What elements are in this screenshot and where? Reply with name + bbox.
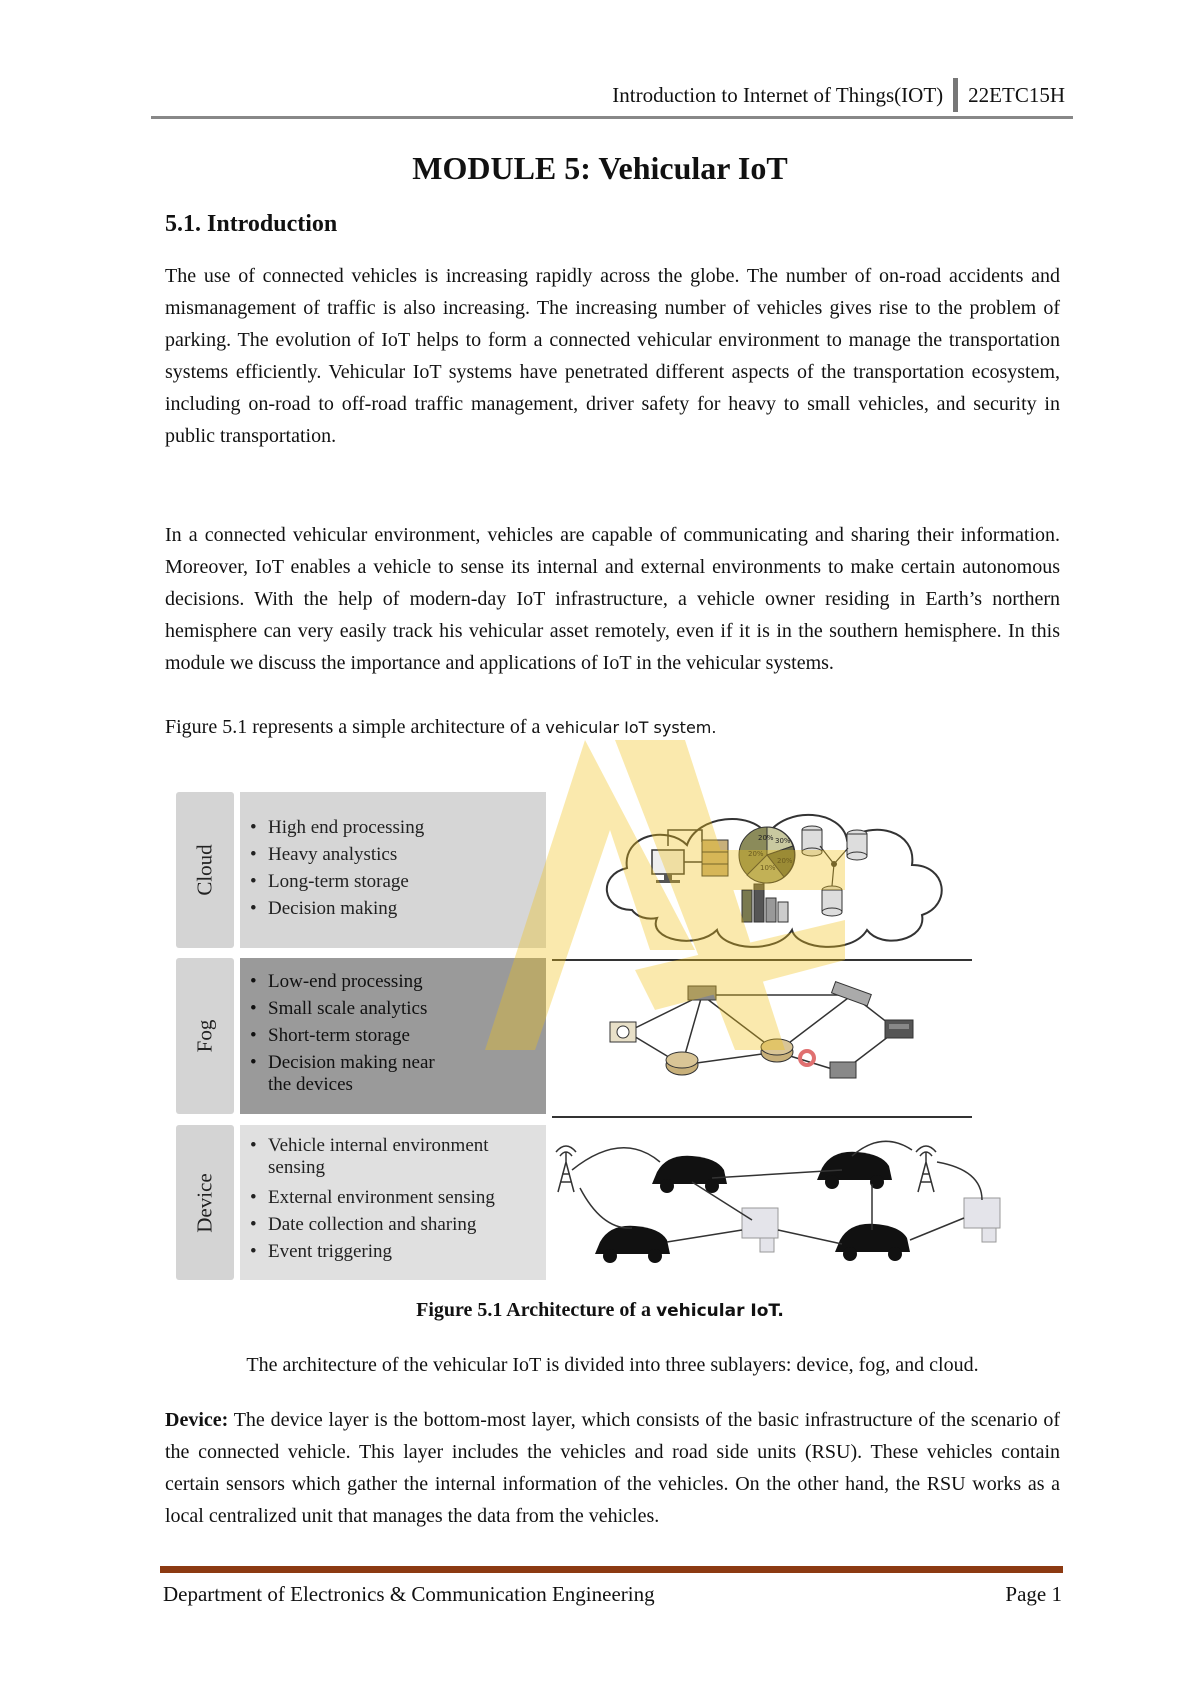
- device-label-text: Device: [192, 1172, 217, 1233]
- pie-label: 20%: [748, 850, 764, 858]
- header-rule: [151, 116, 1073, 119]
- fog-item: • Low-end processing: [250, 968, 546, 995]
- intro-paragraph-1: The use of connected vehicles is increasing rapidly across the globe. The number of on-road accidents and mismanagement of traffic is also increasing. The increasing number of vehicles gives rise to the problem of parking. The evolution of IoT helps to form a connected vehicular environment to manage the transportation systems efficiently. Vehicular IoT systems have penetrated different aspects of the transportation ecosystem, including on-road to off-road traffic management, driver safety for heavy to small vehicles, and security in public transportation.: [165, 265, 1060, 447]
- switch-icon: [688, 982, 871, 1078]
- architecture-diagram: [552, 790, 1056, 1280]
- device-item: • External environment sensing: [250, 1184, 546, 1211]
- intro-paragraph-2: In a connected vehicular environment, vehicles are capable of communicating and sharing their information. Moreover, IoT enables a vehicle to sense its internal and external environments to make certain autonomous decisions. With the help of modern-day IoT infrastructure, a vehicle owner residing in Earth’s northern hemisphere can very easily track his vehicular asset remotely, even if it is in the southern hemisphere. In this module we discuss the importance and applications of IoT in the vehicular systems.: [165, 524, 1060, 674]
- page-header: [612, 78, 1065, 112]
- fog-item: • Small scale analytics: [250, 995, 546, 1022]
- figure-intro-text-end: vehicular IoT system.: [545, 718, 717, 737]
- course-code: 22ETC15H: [968, 82, 1065, 107]
- cloud-item: • Heavy analystics: [250, 841, 546, 868]
- gateway-icon: [885, 1020, 913, 1038]
- pie-label: 30%: [775, 837, 791, 845]
- pie-chart-icon: [739, 827, 795, 883]
- device-item: • Vehicle internal environment sensing: [250, 1135, 518, 1184]
- cloud-item: • Long-term storage: [250, 868, 546, 895]
- figure-caption-end: vehicular IoT.: [656, 1301, 784, 1321]
- architecture-figure: [176, 790, 1056, 1280]
- figure-intro-text: Figure 5.1 represents a simple architecture of a: [165, 716, 546, 738]
- architecture-summary: The architecture of the vehicular IoT is divided into three sublayers: device, fog, and cloud.: [246, 1354, 979, 1376]
- fog-layer-label: [176, 958, 234, 1114]
- camera-icon: [610, 1022, 636, 1042]
- fog-item: • Decision making near the devices: [250, 1049, 458, 1096]
- header-separator: [953, 78, 958, 112]
- device-item: • Date collection and sharing: [250, 1211, 546, 1238]
- device-term: Device:: [165, 1409, 229, 1431]
- pie-label: 20%: [777, 857, 793, 865]
- page-number: Page 1: [1005, 1582, 1062, 1606]
- cloud-label-text: Cloud: [192, 844, 217, 896]
- figure-caption-start: Figure 5.1 Architecture of a: [416, 1299, 657, 1321]
- server-stack-icon: [702, 840, 728, 876]
- device-layer-label: [176, 1125, 234, 1280]
- section-heading: 5.1. Introduction: [165, 211, 338, 237]
- footer-rule: [160, 1566, 1063, 1573]
- pie-label: 10%: [760, 864, 776, 872]
- course-title: Introduction to Internet of Things(IOT): [612, 82, 944, 107]
- cloud-layer-label: [176, 792, 234, 948]
- page-title: MODULE 5: Vehicular IoT: [412, 150, 788, 186]
- figure-caption: [0, 1299, 1200, 1322]
- device-description: The device layer is the bottom-most layer, which consists of the basic infrastructure of the scenario of the connected vehicle. This layer includes the vehicles and road side units (RSU). These vehicles contain certain sensors which gather the internal information of the vehicles. On the other hand, the RSU works as a local centralized unit that manages the data from the vehicles.: [165, 1409, 1060, 1527]
- fog-label-text: Fog: [192, 1019, 217, 1053]
- cloud-item: • High end processing: [250, 814, 546, 841]
- car-icon: [595, 1152, 910, 1263]
- fog-item: • Short-term storage: [250, 1022, 546, 1049]
- footer-department: Department of Electronics & Communication Engineering: [163, 1582, 655, 1606]
- fog-node-marker: [800, 1051, 814, 1065]
- cloud-item: • Decision making: [250, 895, 546, 922]
- pie-label: 20%: [758, 834, 774, 842]
- device-layer-paragraph: [165, 1404, 1060, 1532]
- device-layer-box: [240, 1125, 546, 1280]
- figure-intro-paragraph: [165, 711, 1060, 744]
- router-icon: [666, 1039, 793, 1075]
- fog-layer-box: [240, 958, 546, 1114]
- device-item: • Event triggering: [250, 1238, 546, 1265]
- cloud-layer-box: [240, 792, 546, 948]
